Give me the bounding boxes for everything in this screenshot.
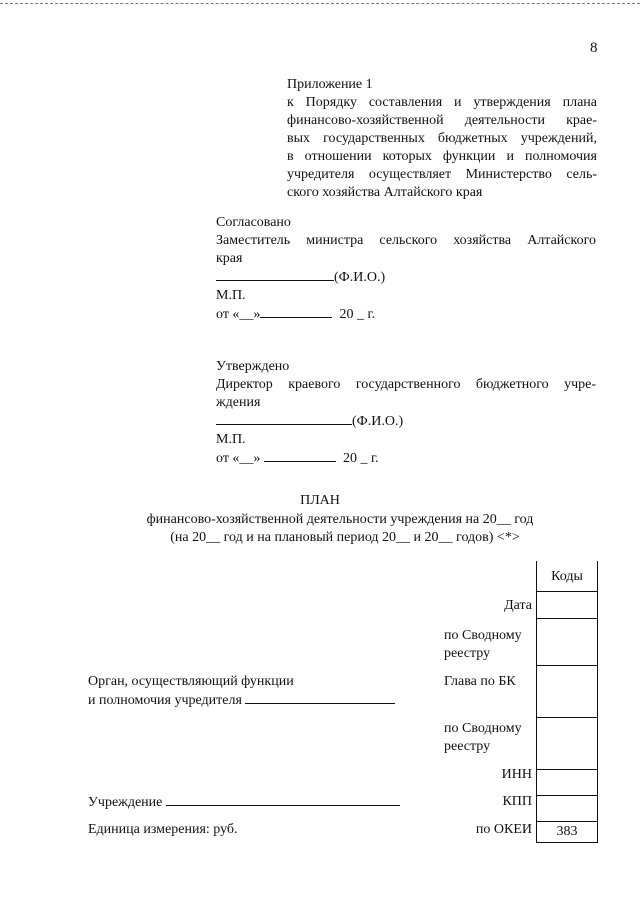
- institution-label: Учреждение: [88, 795, 163, 810]
- agreed-date-year: 20 _ г.: [339, 307, 376, 322]
- founder-label-cont: [88, 691, 395, 710]
- signature-blank[interactable]: [216, 268, 334, 281]
- approved-position-cont: ждения: [216, 395, 261, 410]
- annex-line: в отношении которых функции и полномочия: [287, 149, 597, 164]
- agreed-heading: Согласовано: [216, 215, 291, 230]
- code-cell-date[interactable]: [537, 592, 597, 619]
- label-registry: [444, 627, 522, 663]
- approved-stamp: М.П.: [216, 432, 246, 447]
- agreed-signature-line: [216, 268, 596, 287]
- unit-label: Единица измерения: руб.: [88, 822, 238, 837]
- page-top-border: [0, 0, 640, 4]
- agreed-block: [216, 214, 596, 324]
- approved-fio-label: (Ф.И.О.): [352, 414, 404, 429]
- label-registry-line: реестру: [444, 646, 491, 661]
- agreed-position: Заместитель министра сельского хозяйства Алтайского: [216, 233, 596, 248]
- label-date: Дата: [504, 598, 532, 613]
- plan-period: (на 20__ год и на плановый период 20__ и 20__ годов) <*>: [170, 530, 520, 545]
- code-cell-bk[interactable]: [537, 666, 597, 718]
- institution-field: [88, 793, 400, 812]
- founder-blank[interactable]: [245, 691, 395, 704]
- agreed-date-prefix: от «__»: [216, 307, 261, 322]
- agreed-fio-label: (Ф.И.О.): [334, 270, 386, 285]
- annex-line: к Порядку составления и утверждения плана: [287, 95, 597, 110]
- code-cell-okei[interactable]: 383: [537, 822, 597, 843]
- label-okei: по ОКЕИ: [475, 822, 532, 837]
- annex-block: [287, 76, 597, 202]
- plan-subtitle: финансово-хозяйственной деятельности учреждения на 20__ год: [146, 512, 534, 527]
- label-registry-2: [444, 720, 522, 756]
- date-month-blank[interactable]: [264, 449, 336, 462]
- annex-line: ского хозяйства Алтайского края: [287, 185, 483, 200]
- code-cell-kpp[interactable]: [537, 796, 597, 822]
- codes-table: [536, 561, 598, 843]
- code-cell-registry[interactable]: [537, 619, 597, 666]
- plan-title: ПЛАН: [300, 493, 340, 508]
- annex-line: финансово-хозяйственной деятельности крае-: [287, 113, 597, 128]
- approved-position: Директор краевого государственного бюджетного учре-: [216, 377, 596, 392]
- agreed-stamp: М.П.: [216, 288, 246, 303]
- signature-blank[interactable]: [216, 412, 352, 425]
- label-inn: ИНН: [501, 767, 532, 782]
- label-registry-line: реестру: [444, 739, 491, 754]
- approved-block: [216, 358, 596, 468]
- date-month-blank[interactable]: [260, 305, 332, 318]
- institution-blank[interactable]: [166, 793, 400, 806]
- code-cell-inn[interactable]: [537, 770, 597, 796]
- founder-label: Орган, осуществляющий функции: [88, 674, 294, 689]
- annex-line: учредителя осуществляет Министерство сель-: [287, 167, 597, 182]
- founder-field: [88, 673, 395, 710]
- agreed-date: [216, 305, 596, 324]
- page-number: 8: [590, 40, 598, 56]
- approved-date-year: 20 _ г.: [342, 451, 379, 466]
- annex-title: Приложение 1: [287, 77, 373, 92]
- annex-line: вых государственных бюджетных учреждений,: [287, 131, 597, 146]
- label-bk: Глава по БК: [444, 674, 516, 689]
- approved-heading: Утверждено: [216, 359, 290, 374]
- label-registry-line: по Сводному: [444, 628, 522, 643]
- approved-date-prefix: от «__»: [216, 451, 261, 466]
- label-registry-line: по Сводному: [444, 721, 522, 736]
- code-cell-registry-2[interactable]: [537, 718, 597, 770]
- approved-signature-line: [216, 412, 596, 431]
- founder-label-text: и полномочия учредителя: [88, 693, 242, 708]
- codes-header: Коды: [537, 561, 597, 592]
- label-kpp: КПП: [502, 794, 532, 809]
- approved-date: [216, 449, 596, 468]
- agreed-position-cont: края: [216, 251, 243, 266]
